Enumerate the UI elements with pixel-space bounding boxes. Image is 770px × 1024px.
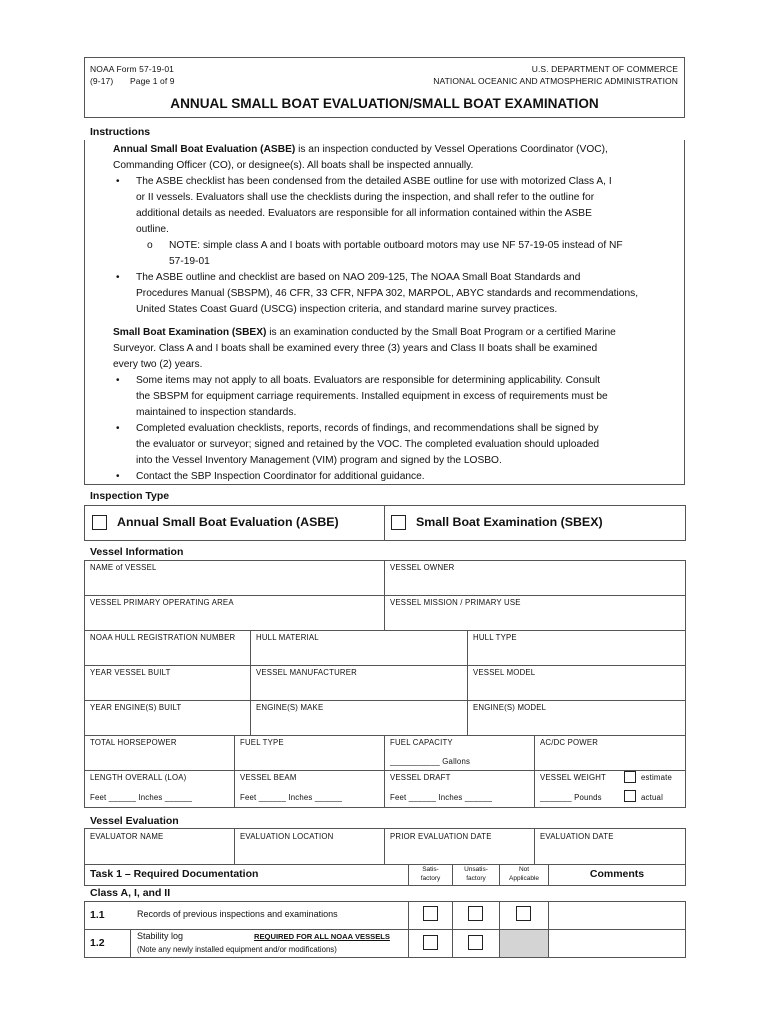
hull-type-label: HULL TYPE bbox=[473, 633, 517, 642]
horsepower-label: TOTAL HORSEPOWER bbox=[90, 738, 177, 747]
beam-units: Feet ______ Inches ______ bbox=[240, 793, 343, 802]
sbex-text-3: every two (2) years. bbox=[113, 359, 203, 370]
draft-label: VESSEL DRAFT bbox=[390, 773, 451, 782]
location-label: EVALUATION LOCATION bbox=[240, 832, 334, 841]
prior-date-label: PRIOR EVALUATION DATE bbox=[390, 832, 492, 841]
sbex-text-1: is an examination conducted by the Small Boat Program or a certified Marine bbox=[266, 327, 616, 338]
model-label: VESSEL MODEL bbox=[473, 668, 536, 677]
sub-bullet-line-2: 57-19-01 bbox=[169, 256, 210, 267]
department-name: U.S. DEPARTMENT OF COMMERCE bbox=[531, 64, 678, 74]
row-1-2-text: Stability log bbox=[137, 931, 184, 941]
row-1-1-number: 1.1 bbox=[90, 909, 105, 921]
asbe-definition bbox=[113, 142, 608, 158]
form-number: NOAA Form 57-19-01 bbox=[90, 64, 174, 74]
page-indicator: Page 1 of 9 bbox=[130, 76, 175, 86]
gallons-blank: ___________ Gallons bbox=[390, 757, 471, 766]
bullet-2-line-3: United States Coast Guard (USCG) inspection criteria, and standard marine survey practices. bbox=[136, 304, 558, 315]
inspection-type-heading: Inspection Type bbox=[90, 490, 170, 502]
col-na-2: Applicable bbox=[509, 875, 539, 882]
asbe-text-2: Commanding Officer (CO), or designee(s). All boats shall be inspected annually. bbox=[113, 160, 474, 171]
bullet-1-line-4: outline. bbox=[136, 224, 169, 235]
row-1-1-comments[interactable] bbox=[548, 901, 686, 930]
asbe-checkbox[interactable] bbox=[92, 515, 107, 530]
agency-name: NATIONAL OCEANIC AND ATMOSPHERIC ADMINISTRATION bbox=[433, 76, 678, 86]
form-title: ANNUAL SMALL BOAT EVALUATION/SMALL BOAT EXAMINATION bbox=[170, 96, 599, 111]
bullet-1-line-2: or II vessels. Evaluators shall use the checklists during the inspection, and shall refer to the outline for bbox=[136, 192, 595, 203]
sbex-checkbox[interactable] bbox=[391, 515, 406, 530]
col-unsat-2: factory bbox=[466, 875, 486, 882]
row-1-1-num-spacer bbox=[84, 901, 131, 930]
vessel-owner-label: VESSEL OWNER bbox=[390, 563, 455, 572]
actual-checkbox[interactable] bbox=[624, 790, 636, 802]
row-1-1-unsat-checkbox[interactable] bbox=[468, 906, 483, 921]
mission-label: VESSEL MISSION / PRIMARY USE bbox=[390, 598, 521, 607]
row-1-2-comments[interactable] bbox=[548, 929, 686, 958]
engine-year-label: YEAR ENGINE(S) BUILT bbox=[90, 703, 182, 712]
bullet-3-line-1: Some items may not apply to all boats. Evaluators are responsible for determining applicability. Consult bbox=[136, 375, 601, 386]
row-1-2-requirement-note: REQUIRED FOR ALL NOAA VESSELS bbox=[254, 932, 390, 941]
asbe-text-1: is an inspection conducted by Vessel Operations Coordinator (VOC), bbox=[295, 144, 608, 155]
hull-material-label: HULL MATERIAL bbox=[256, 633, 319, 642]
sub-bullet-marker: o bbox=[147, 240, 153, 251]
row-1-2-number: 1.2 bbox=[90, 937, 105, 949]
bullet-4-line-3: into the Vessel Inventory Management (VIM) program and signed by the LOSBO. bbox=[136, 455, 502, 466]
evaluator-label: EVALUATOR NAME bbox=[90, 832, 164, 841]
row-1-1-na-checkbox[interactable] bbox=[516, 906, 531, 921]
asbe-option-label: Annual Small Boat Evaluation (ASBE) bbox=[117, 515, 339, 529]
sub-bullet-line-1: NOTE: simple class A and I boats with portable outboard motors may use NF 57-19-05 instead of NF bbox=[169, 240, 623, 251]
form-revision: (9-17) bbox=[90, 76, 114, 86]
instructions-heading: Instructions bbox=[90, 126, 151, 138]
loa-units: Feet ______ Inches ______ bbox=[90, 793, 193, 802]
sbex-term: Small Boat Examination (SBEX) bbox=[113, 327, 267, 338]
fuel-type-label: FUEL TYPE bbox=[240, 738, 284, 747]
col-sat-2: factory bbox=[420, 875, 441, 882]
col-na-1: Not bbox=[518, 866, 530, 873]
row-1-1-text: Records of previous inspections and examinations bbox=[137, 909, 338, 919]
bullet-2-line-2: Procedures Manual (SBSPM), 46 CFR, 33 CFR, NFPA 302, MARPOL, ABYC standards and recommendations, bbox=[136, 288, 639, 299]
draft-units: Feet ______ Inches ______ bbox=[390, 793, 493, 802]
sbex-text-2: Surveyor. Class A and I boats shall be examined every three (3) years and Class II boats shall be examined bbox=[113, 343, 598, 354]
estimate-label: estimate bbox=[641, 773, 673, 782]
class-row-label: Class A, I, and II bbox=[90, 887, 171, 899]
bullet-1: • bbox=[116, 176, 120, 187]
bullet-4-line-1: Completed evaluation checklists, reports, records of findings, and recommendations shall be signed by bbox=[136, 423, 599, 434]
operating-area-label: VESSEL PRIMARY OPERATING AREA bbox=[90, 598, 234, 607]
bullet-3-line-3: maintained to inspection standards. bbox=[136, 407, 297, 418]
bullet-3-line-2: the SBSPM for equipment carriage requirements. Installed equipment in excess of requirements must be bbox=[136, 391, 608, 402]
bullet-1-line-3: additional details as needed. Evaluators are responsible for all information contained within the ASBE bbox=[136, 208, 592, 219]
bullet-3: • bbox=[116, 375, 120, 386]
bullet-2-line-1: The ASBE outline and checklist are based on NAO 209-125, The NOAA Small Boat Standards and bbox=[136, 272, 581, 283]
col-unsat-1: Unsatis- bbox=[464, 866, 488, 873]
vessel-info-heading: Vessel Information bbox=[90, 546, 184, 558]
row-1-2-sat-checkbox[interactable] bbox=[423, 935, 438, 950]
manufacturer-label: VESSEL MANUFACTURER bbox=[256, 668, 357, 677]
sbex-definition bbox=[113, 325, 616, 341]
sbex-option-label: Small Boat Examination (SBEX) bbox=[416, 515, 603, 529]
beam-label: VESSEL BEAM bbox=[240, 773, 297, 782]
estimate-checkbox[interactable] bbox=[624, 771, 636, 783]
task-title: Task 1 – Required Documentation bbox=[90, 868, 259, 880]
row-1-2-na-shaded bbox=[499, 929, 549, 958]
eval-date-label: EVALUATION DATE bbox=[540, 832, 614, 841]
bullet-4: • bbox=[116, 423, 120, 434]
bullet-1-line-1: The ASBE checklist has been condensed from the detailed ASBE outline for use with motorized Class A, I bbox=[136, 176, 612, 187]
row-1-2-subtext: (Note any newly installed equipment and/or modifications) bbox=[137, 945, 337, 954]
weight-label: VESSEL WEIGHT bbox=[540, 773, 606, 782]
col-comments: Comments bbox=[589, 868, 645, 880]
pounds-blank: _______ Pounds bbox=[540, 793, 602, 802]
engine-model-label: ENGINE(S) MODEL bbox=[473, 703, 547, 712]
bullet-5-line-1: Contact the SBP Inspection Coordinator for additional guidance. bbox=[136, 471, 425, 482]
hull-reg-label: NOAA HULL REGISTRATION NUMBER bbox=[90, 633, 236, 642]
col-sat-1: Satis- bbox=[422, 866, 439, 873]
engine-make-label: ENGINE(S) MAKE bbox=[256, 703, 324, 712]
bullet-5: • bbox=[116, 471, 120, 482]
loa-label: LENGTH OVERALL (LOA) bbox=[90, 773, 187, 782]
asbe-term: Annual Small Boat Evaluation (ASBE) bbox=[113, 144, 296, 155]
year-built-label: YEAR VESSEL BUILT bbox=[90, 668, 171, 677]
fuel-capacity-label: FUEL CAPACITY bbox=[390, 738, 453, 747]
acdc-label: AC/DC POWER bbox=[540, 738, 599, 747]
actual-label: actual bbox=[641, 793, 664, 802]
vessel-name-label: NAME of VESSEL bbox=[90, 563, 157, 572]
bullet-2: • bbox=[116, 272, 120, 283]
row-1-2-unsat-checkbox[interactable] bbox=[468, 935, 483, 950]
bullet-4-line-2: the evaluator or surveyor; signed and retained by the VOC. The completed evaluation should uploaded bbox=[136, 439, 600, 450]
row-1-1-sat-checkbox[interactable] bbox=[423, 906, 438, 921]
evaluation-heading: Vessel Evaluation bbox=[90, 815, 179, 827]
